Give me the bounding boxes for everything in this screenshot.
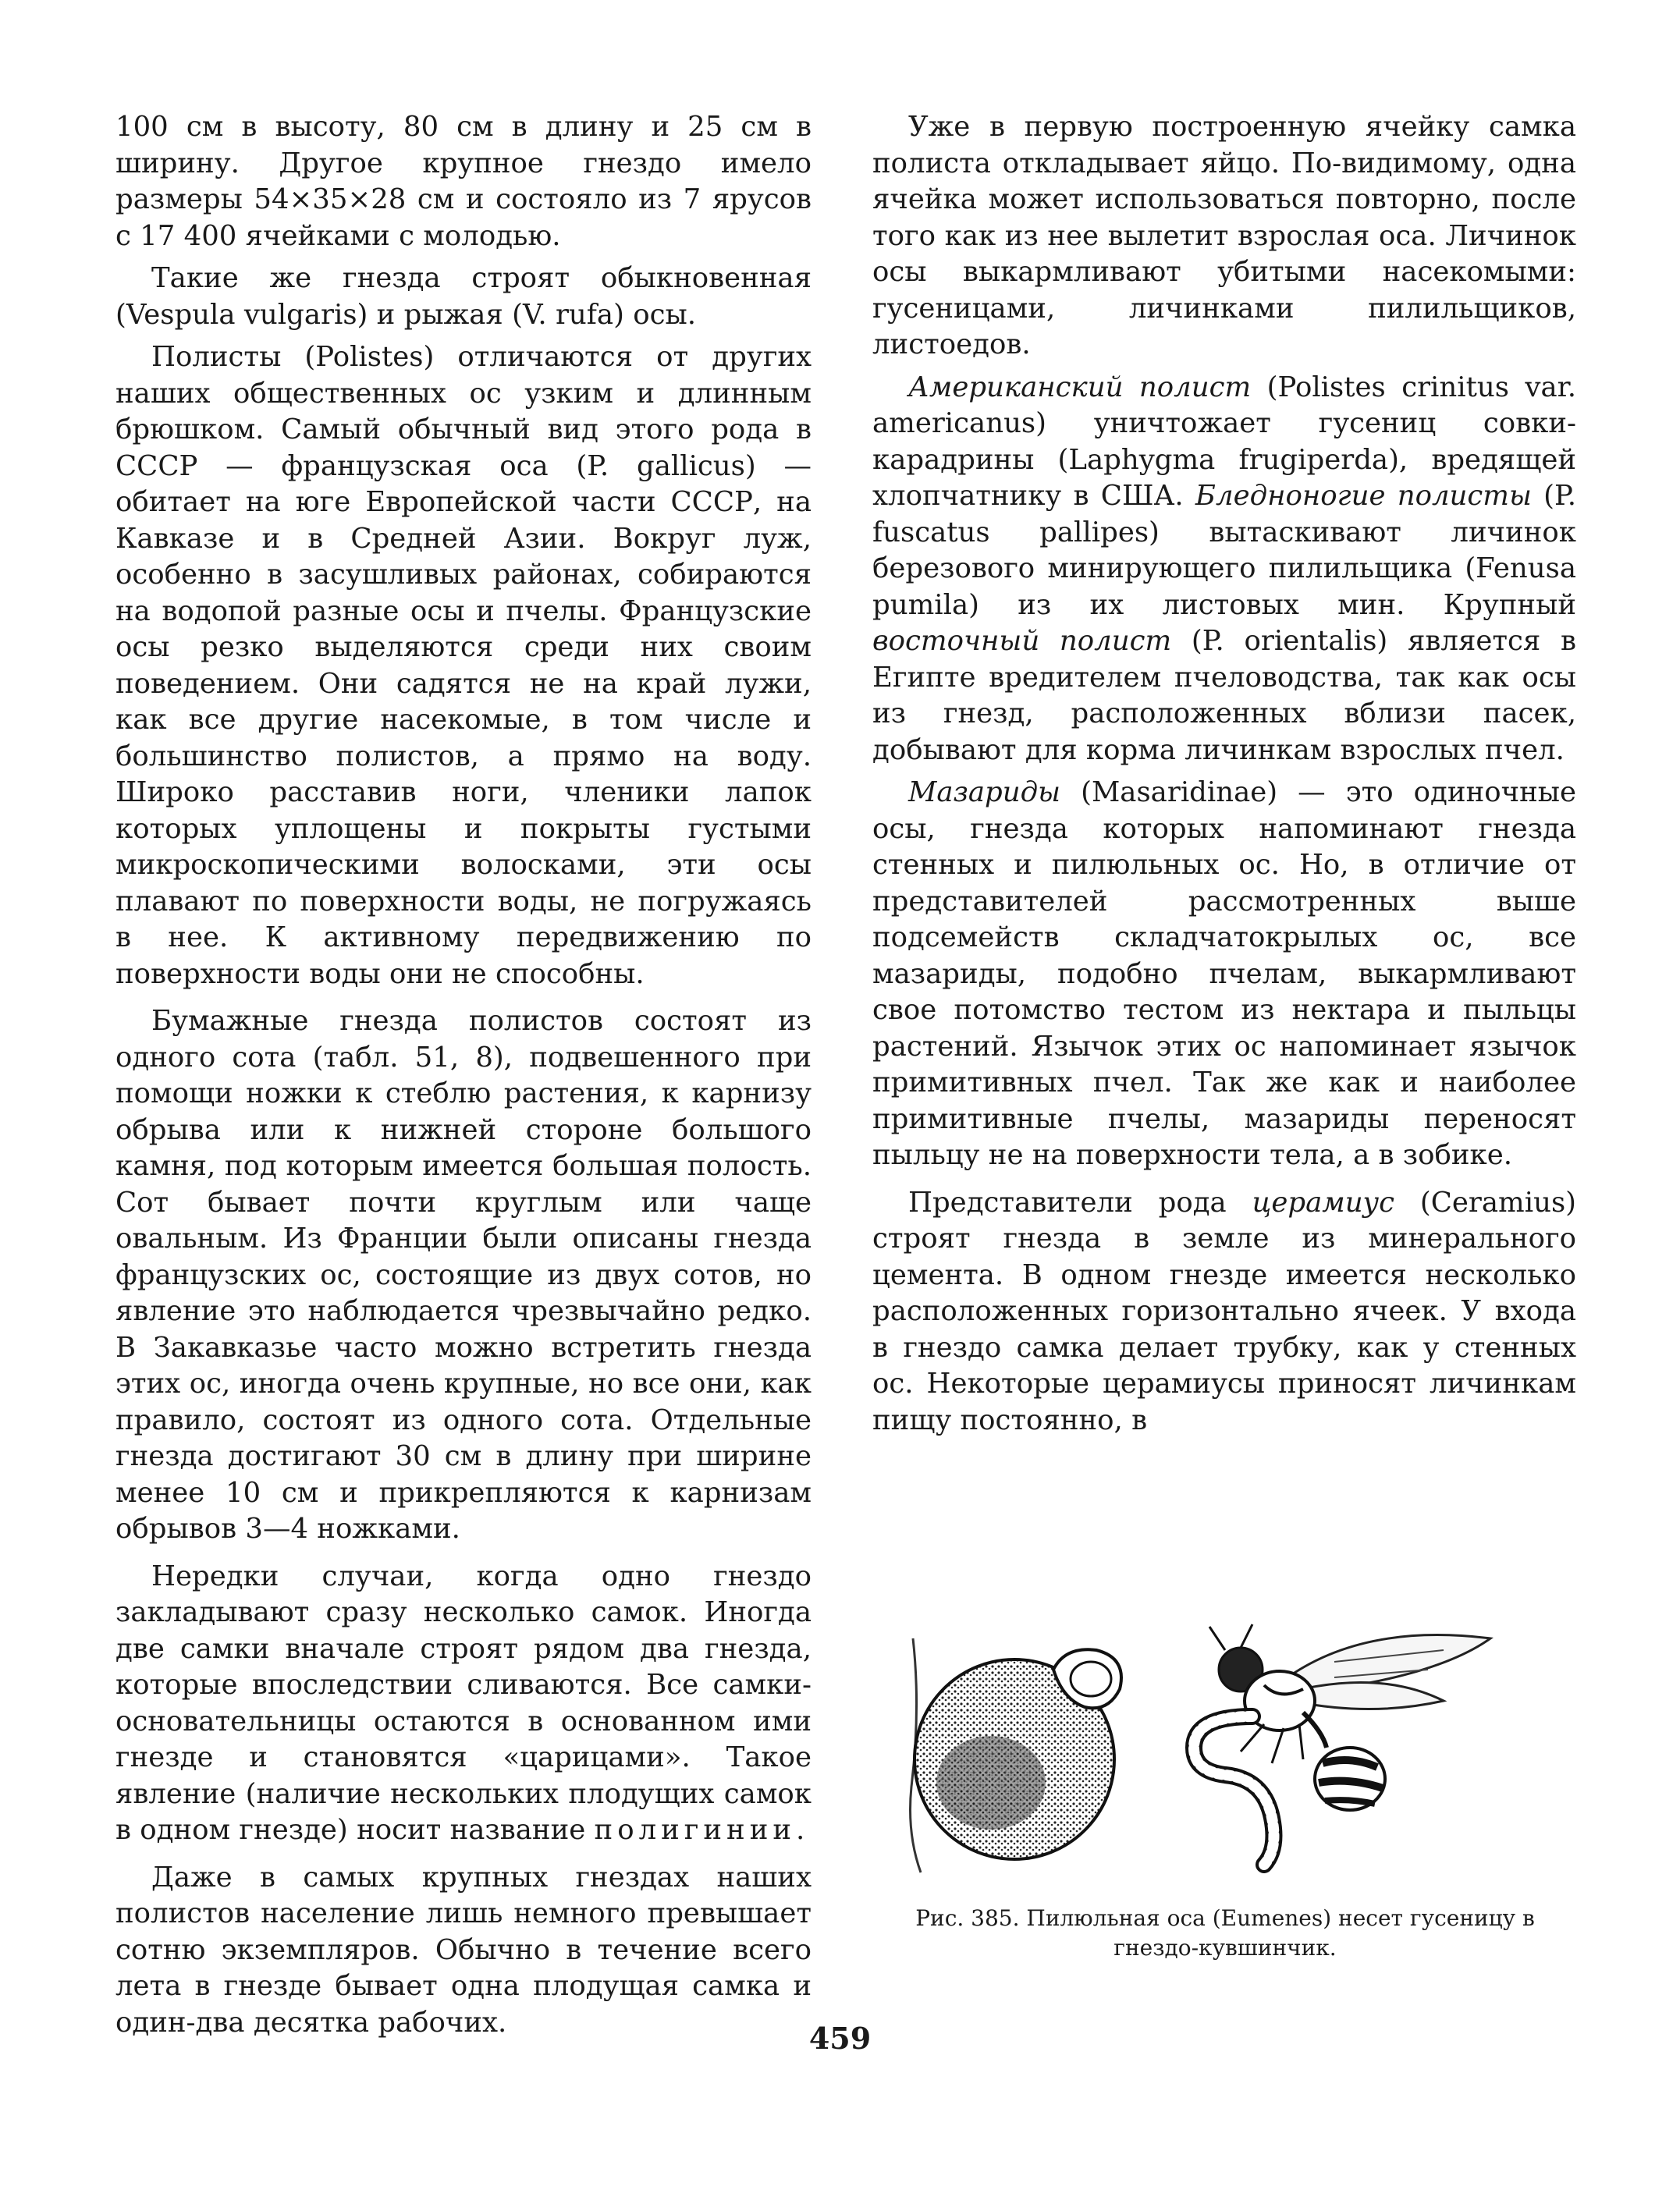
page-number: 459 [808,2021,872,2056]
species-name: Американский полист [908,371,1252,403]
paragraph [872,1185,1576,1439]
paragraph-text: Представители рода [908,1186,1252,1219]
genus-name: церамиус [1252,1186,1395,1219]
paragraph-end: . [796,1814,805,1846]
left-column [115,109,812,2047]
figure-caption: Рис. 385. Пилюльная оса (Eumenes) несет гусеницу в гнездо-кувшинчик. [915,1905,1535,1961]
paragraph-text: Нередки случаи, когда одно гнездо закладывают сразу несколько самок. Иногда две самки вначале строят рядом два гнезда, которые впоследствии сливаются. Все самки-основательницы остаются в основанном ими гнезде и становятся «царицами». Такое явление (наличие нескольких плодущих самок в одном гнезде) носит название [115,1560,812,1846]
paragraph-text: (Ceramius) строят гнезда в земле из минерального цемента. В одном гнезде имеется несколько расположенных горизонтально ячеек. У входа в гнездо самка делает трубку, как у стенных ос. Некоторые церамиусы приносят личинкам пищу постоянно, в [872,1186,1577,1436]
species-name: Бледноногие полисты [1195,480,1532,512]
paragraph [872,775,1576,1174]
paragraph: Даже в самых крупных гнездах наших полистов население лишь немного превышает сотню экземпляров. Обычно в течение всего лета в гнезде бывает одна плодущая самка и один-два десятка рабочих. [115,1861,812,2039]
paragraph [115,1559,812,1849]
paragraph: Такие же гнезда строят обыкновенная (Vespula vulgaris) и рыжая (V. rufa) осы. [115,262,812,331]
paragraph-text: (Masaridinae) — это одиночные осы, гнезда которых напоминают гнезда стенных и пилюльных ос. Но, в отличие от представителей рассмотренных выше подсемейств складчатокрылых ос, все мазариды, подобно пчелам, выкармливают свое потомство тестом из нектара и пыльцы растений. Язычок этих ос напоминает язычок примитивных пчел. Так же как и наиболее примитивные пчелы, мазариды переносят пыльцу не на поверхности тела, а в зобике. [872,776,1576,1171]
term-polygyny: полигинии [594,1814,797,1846]
species-name: Мазариды [908,776,1061,808]
paragraph: Бумажные гнезда полистов состоят из одного сота (табл. 51, 8), подвешенного при помощи ножки к стеблю растения, к карнизу обрыва или к нижней стороне большого камня, под которым имеется большая полость. Сот бывает почти круглым или чаще овальным. Из Франции были описаны гнезда французских ос, состоящие из двух сотов, но явление это наблюдается чрезвычайно редко. В Закавказье часто можно встретить гнезда этих ос, иногда очень крупные, но все они, как правило, состоят из одного сота. Отдельные гнезда достигают 30 см в длину при ширине менее 10 см и прикрепляются к карнизам обрывов 3—4 ножками. [115,1005,812,1545]
paragraph-text: (P. fuscatus pallipes) вытаскивают личинок березового минирующего пилильщика (Fenusa pumila) из их листовых мин. Крупный [872,480,1576,621]
paragraph [872,370,1576,769]
paragraph: Полисты (Polistes) отличаются от других наших общественных ос узким и длинным брюшком. Самый обычный вид этого рода в СССР — французская оса (P. gallicus) — обитает на юге Европейской части СССР, на Кавказе и в Средней Азии. Вокруг луж, особенно в засушливых районах, собираются на водопой разные осы и пчелы. Французские осы резко выделяются среди них своим поведением. Они садятся не на край лужи, как все другие насекомые, в том числе и большинство полистов, а прямо на воду. Широко расставив ноги, членики лапок которых уплощены и покрыты густыми микроскопическими волосками, эти осы плавают по поверхности воды, не погружаясь в нее. К активному передвижению по поверхности воды они не способны. [115,341,812,990]
figure-wasp-illustration [897,1615,1553,1880]
wasp-nest-illustration [897,1615,1553,1880]
right-column [872,109,1576,1445]
paragraph: Уже в первую построенную ячейку самка полиста откладывает яйцо. По-видимому, одна ячейка может использоваться повторно, после того как из нее вылетит взрослая оса. Личинок осы выкармливают убитыми насекомыми: гусеницами, личинками пилильщиков, листоедов. [872,111,1576,360]
paragraph: 100 см в высоту, 80 см в длину и 25 см в ширину. Другое крупное гнездо имело размеры 54×35×28 см и состояло из 7 ярусов с 17 400 ячейками с молодью. [115,111,812,252]
paragraph-text: (Polistes crinitus var. americanus) уничтожает гусениц совки-карадрины (Laphygma frugiperda), вредящей хлопчатнику в США. [872,371,1576,512]
paragraph-text: (P. orientalis) является в Египте вредителем пчеловодства, так как осы из гнезд, расположенных вблизи пасек, добывают для корма личинкам взрослых пчел. [872,625,1576,766]
species-name: восточный полист [872,625,1172,657]
